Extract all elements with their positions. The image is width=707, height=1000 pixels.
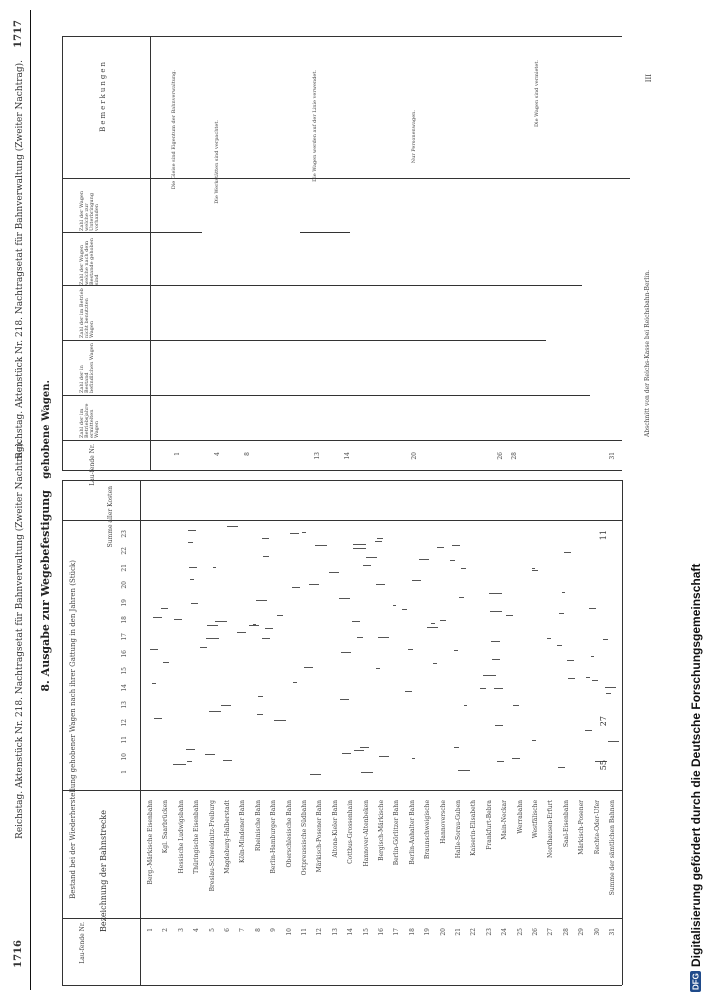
right-row-number: 1 bbox=[174, 452, 181, 456]
empty-cell-mark bbox=[377, 538, 383, 539]
row-name: Oberschlesische Bahn bbox=[286, 800, 293, 868]
right-rule-f bbox=[150, 178, 630, 179]
empty-cell-mark bbox=[452, 545, 460, 546]
remark-2: Die Werkstätten sind verpachtet. bbox=[214, 120, 220, 204]
row-number: 26 bbox=[532, 928, 539, 936]
row-number: 22 bbox=[470, 928, 477, 936]
section-title-right: gehobene Wagen. bbox=[41, 380, 52, 479]
right-rule-e bbox=[300, 232, 350, 233]
remarks-header: Bemerkungen bbox=[99, 60, 107, 132]
col-sep-nr bbox=[62, 918, 622, 919]
row-number: 11 bbox=[301, 928, 308, 936]
empty-cell-mark bbox=[419, 559, 429, 560]
row-number: 19 bbox=[424, 928, 431, 936]
empty-cell-mark bbox=[237, 632, 246, 633]
empty-cell-mark bbox=[256, 600, 267, 601]
header-left: Reichstag. Aktenstück Nr. 218. Nachtragsetat für Bahnverwaltung (Zweiter Nachtrag). bbox=[15, 440, 25, 839]
remark-3: Die Wagen werden auf der Linie verwendet. bbox=[312, 70, 318, 182]
remark-1: Die Gleise sind Eigentum der Bahnverwaltung. bbox=[171, 70, 177, 190]
subcolumn-number: 14 bbox=[121, 684, 128, 692]
row-number: 3 bbox=[178, 928, 185, 932]
empty-cell-mark bbox=[329, 572, 339, 573]
subcolumn-number: 19 bbox=[121, 599, 128, 607]
row-number: 31 bbox=[609, 928, 616, 936]
row-name: Märkisch-Posener bbox=[578, 800, 585, 855]
col-nr-header: Lau-fende Nr. bbox=[79, 922, 86, 964]
right-table-top bbox=[62, 36, 63, 470]
empty-cell-mark bbox=[489, 593, 502, 594]
empty-cell-mark bbox=[606, 693, 611, 694]
empty-cell-mark bbox=[342, 753, 351, 754]
row-number: 23 bbox=[486, 928, 493, 936]
empty-cell-mark bbox=[480, 688, 486, 689]
header-rule-left bbox=[30, 400, 31, 990]
row-name: Magdeburg-Halberstadt bbox=[224, 800, 231, 874]
empty-cell-mark bbox=[450, 560, 455, 561]
subcolumn-number: 13 bbox=[121, 701, 128, 709]
row-number: 10 bbox=[286, 928, 293, 936]
row-name: Ostpreussische Südbahn bbox=[301, 800, 308, 876]
subcolumn-number: 10 bbox=[121, 753, 128, 761]
row-number: 4 bbox=[193, 928, 200, 932]
empty-cell-mark bbox=[532, 568, 535, 569]
empty-cell-mark bbox=[161, 608, 168, 609]
right-row-number: 13 bbox=[314, 452, 321, 460]
empty-cell-mark bbox=[257, 714, 263, 715]
row-name: Berlin-Hamburger Bahn bbox=[270, 800, 277, 874]
empty-cell-mark bbox=[188, 542, 193, 543]
empty-cell-mark bbox=[431, 623, 435, 624]
empty-cell-mark bbox=[341, 652, 351, 653]
group-header: Bestand bei der Wiederherstellung gehobener Wagen nach ihrer Gattung in den Jahren (Stück) bbox=[69, 560, 77, 899]
empty-cell-mark bbox=[376, 584, 385, 585]
subcolumn-number: 20 bbox=[121, 581, 128, 589]
row-number: 5 bbox=[209, 928, 216, 932]
row-number: 6 bbox=[224, 928, 231, 932]
empty-cell-mark bbox=[293, 682, 297, 683]
empty-cell-mark bbox=[461, 568, 466, 569]
row-name: Rechte-Oder-Ufer bbox=[594, 800, 601, 855]
empty-cell-mark bbox=[352, 621, 360, 622]
right-col-header-3: Zahl der im Betrieb nicht benutzten Wagen bbox=[79, 288, 95, 338]
row-name: Main-Neckar bbox=[501, 800, 508, 840]
empty-cell-mark bbox=[223, 760, 232, 761]
empty-cell-mark bbox=[378, 637, 389, 638]
empty-cell-mark bbox=[483, 675, 496, 676]
row-name: Halle-Sorau-Guben bbox=[455, 800, 462, 859]
empty-cell-mark bbox=[249, 625, 259, 626]
empty-cell-mark bbox=[559, 613, 564, 614]
empty-cell-mark bbox=[437, 547, 444, 548]
empty-cell-mark bbox=[263, 556, 269, 557]
empty-cell-mark bbox=[492, 659, 500, 660]
right-table-edge-bottom bbox=[62, 470, 622, 471]
page-number-right: 1717 bbox=[13, 20, 24, 48]
empty-cell-mark bbox=[562, 592, 565, 593]
empty-cell-mark bbox=[339, 598, 350, 599]
row-name: Saal-Eisenbahn bbox=[563, 800, 570, 848]
empty-cell-mark bbox=[393, 605, 396, 606]
col-sep-sum bbox=[62, 520, 622, 521]
sum-header: Summe aller Kosten bbox=[107, 486, 114, 548]
row-number: 29 bbox=[578, 928, 585, 936]
subcolumn-number: 15 bbox=[121, 667, 128, 675]
empty-cell-mark bbox=[357, 637, 363, 638]
right-row-number: 20 bbox=[411, 452, 418, 460]
sum-value-2: 27 bbox=[599, 716, 608, 727]
empty-cell-mark bbox=[491, 641, 500, 642]
subcolumn-number: 16 bbox=[121, 650, 128, 658]
row-number: 24 bbox=[501, 928, 508, 936]
empty-cell-mark bbox=[586, 677, 590, 678]
empty-cell-mark bbox=[227, 526, 238, 527]
left-table-header-bottom bbox=[140, 480, 141, 985]
empty-cell-mark bbox=[292, 587, 300, 588]
right-row-number: 14 bbox=[344, 452, 351, 460]
row-number: 21 bbox=[455, 928, 462, 936]
subcolumn-number: 11 bbox=[121, 736, 128, 744]
empty-cell-mark bbox=[427, 627, 438, 628]
row-number: 2 bbox=[162, 928, 169, 932]
row-number: 16 bbox=[378, 928, 385, 936]
footnote: Abschnitt von der Reichs-Kasse bei Reichsbahn-Berlin. bbox=[644, 270, 651, 438]
right-rule-b bbox=[150, 340, 546, 341]
empty-cell-mark bbox=[568, 678, 575, 679]
empty-cell-mark bbox=[591, 656, 594, 657]
col-sep-name bbox=[62, 790, 622, 791]
empty-cell-mark bbox=[454, 650, 458, 651]
empty-cell-mark bbox=[315, 545, 327, 546]
row-name: Thüringische Eisenbahn bbox=[193, 800, 200, 874]
right-col-sep-nr bbox=[62, 440, 622, 441]
empty-cell-mark bbox=[557, 645, 562, 646]
empty-cell-mark bbox=[262, 638, 270, 639]
empty-cell-mark bbox=[187, 761, 192, 762]
empty-cell-mark bbox=[497, 761, 504, 762]
empty-cell-mark bbox=[605, 687, 616, 688]
empty-cell-mark bbox=[304, 667, 313, 668]
empty-cell-mark bbox=[363, 565, 371, 566]
row-number: 14 bbox=[347, 928, 354, 936]
empty-cell-mark bbox=[532, 570, 538, 571]
empty-cell-mark bbox=[433, 663, 437, 664]
empty-cell-mark bbox=[558, 767, 565, 768]
col-name-header: Bezeichnung der Bahnstrecke bbox=[99, 810, 108, 932]
empty-cell-mark bbox=[200, 647, 207, 648]
subcolumn-number: 18 bbox=[121, 616, 128, 624]
empty-cell-mark bbox=[495, 725, 503, 726]
right-rule-c bbox=[150, 285, 582, 286]
row-name: Kgl. Saarbrücken bbox=[162, 800, 169, 854]
row-number: 30 bbox=[594, 928, 601, 936]
right-col-header-2: Zahl der in Bestand befindlichen Wagen bbox=[79, 343, 95, 393]
row-number: 1 bbox=[147, 928, 154, 932]
dfg-banner-text: Digitalisierung gefördert durch die Deutsche Forschungsgemeinschaft bbox=[689, 563, 703, 968]
header-right: Reichstag. Aktenstück Nr. 218. Nachtragsetat für Bahnverwaltung (Zweiter Nachtrag). bbox=[15, 60, 25, 459]
row-name: Märkisch-Posener Bahn bbox=[316, 800, 323, 873]
empty-cell-mark bbox=[494, 688, 503, 689]
empty-cell-mark bbox=[186, 749, 195, 750]
empty-cell-mark bbox=[464, 705, 467, 706]
empty-cell-mark bbox=[150, 649, 158, 650]
empty-cell-mark bbox=[253, 624, 256, 625]
row-number: 20 bbox=[440, 928, 447, 936]
right-table-edge-top bbox=[62, 36, 622, 37]
row-name: Rheinische Bahn bbox=[255, 800, 262, 852]
empty-cell-mark bbox=[375, 541, 382, 542]
empty-cell-mark bbox=[354, 750, 364, 751]
empty-cell-mark bbox=[188, 530, 196, 531]
empty-cell-mark bbox=[154, 718, 162, 719]
empty-cell-mark bbox=[274, 720, 286, 721]
row-name: Breslau-Schweidnitz-Freiburg bbox=[209, 800, 216, 892]
right-rule-a bbox=[150, 395, 590, 396]
empty-cell-mark bbox=[513, 705, 519, 706]
right-col-header-5: Zahl der Wagen welche zur Unterbringung vorhanden bbox=[79, 190, 100, 231]
row-number: 9 bbox=[270, 928, 277, 932]
empty-cell-mark bbox=[310, 774, 321, 775]
row-name: Summe der sämtlichen Bahnen bbox=[609, 800, 616, 896]
left-table-left-edge bbox=[62, 985, 622, 986]
empty-cell-mark bbox=[366, 557, 377, 558]
empty-cell-mark bbox=[153, 617, 162, 618]
empty-cell-mark bbox=[459, 597, 464, 598]
row-name: Werrabahn bbox=[517, 800, 524, 834]
row-name: Hannover-Altenbeken bbox=[363, 800, 370, 867]
page-number-left: 1716 bbox=[13, 940, 24, 968]
empty-cell-mark bbox=[340, 699, 349, 700]
dfg-banner bbox=[686, 8, 706, 992]
empty-cell-mark bbox=[265, 628, 273, 629]
empty-cell-mark bbox=[191, 603, 198, 604]
right-row-number: 8 bbox=[244, 452, 251, 456]
empty-cell-mark bbox=[221, 705, 231, 706]
right-col-nr-header: Lau-fende Nr. bbox=[89, 444, 96, 486]
empty-cell-mark bbox=[277, 615, 283, 616]
row-number: 27 bbox=[547, 928, 554, 936]
row-name: Frankfurt-Bebra bbox=[486, 800, 493, 850]
subcolumn-number: 22 bbox=[121, 547, 128, 555]
sum-value-1: 55 bbox=[599, 760, 608, 771]
empty-cell-mark bbox=[376, 668, 380, 669]
subcolumn-number: 23 bbox=[121, 530, 128, 538]
empty-cell-mark bbox=[262, 538, 269, 539]
row-name: Cottbus-Grossenhain bbox=[347, 800, 354, 864]
empty-cell-mark bbox=[608, 741, 619, 742]
subcolumn-number: 1 bbox=[121, 770, 128, 774]
row-name: Hessische Ludwigsbahn bbox=[178, 800, 185, 874]
row-number: 25 bbox=[517, 928, 524, 936]
page-marker: III bbox=[645, 74, 653, 83]
empty-cell-mark bbox=[454, 747, 459, 748]
right-rule-d bbox=[150, 232, 190, 233]
empty-cell-mark bbox=[412, 580, 421, 581]
empty-cell-mark bbox=[173, 764, 186, 765]
empty-cell-mark bbox=[567, 660, 574, 661]
empty-cell-mark bbox=[353, 544, 366, 545]
empty-cell-mark bbox=[547, 638, 551, 639]
empty-cell-mark bbox=[458, 770, 470, 771]
empty-cell-mark bbox=[206, 638, 219, 639]
empty-cell-mark bbox=[589, 608, 596, 609]
empty-cell-mark bbox=[361, 772, 373, 773]
empty-cell-mark bbox=[412, 758, 415, 759]
empty-cell-mark bbox=[290, 533, 299, 534]
empty-cell-mark bbox=[215, 621, 227, 622]
section-title: 8. Ausgabe zur Wegebefestigung bbox=[39, 490, 52, 692]
right-col-header-1: Zahl der im Betriebsjahre ermittelten Wagen bbox=[79, 403, 100, 438]
right-row-number: 28 bbox=[511, 452, 518, 460]
dfg-badge: DFG bbox=[691, 973, 701, 990]
row-name: Kaiserin-Elisabeth bbox=[470, 800, 477, 856]
row-name: Westfälische bbox=[532, 800, 539, 839]
empty-cell-mark bbox=[490, 611, 502, 612]
empty-cell-mark bbox=[190, 579, 194, 580]
empty-cell-mark bbox=[353, 548, 366, 549]
empty-cell-mark bbox=[506, 615, 513, 616]
right-table-header-bottom bbox=[150, 36, 151, 470]
row-number: 7 bbox=[239, 928, 246, 932]
row-number: 12 bbox=[316, 928, 323, 936]
remark-4: Nur Personenwagen. bbox=[411, 110, 417, 164]
row-name: Braunschweigische bbox=[424, 800, 431, 860]
row-name: Berlin-Görlitzer Bahn bbox=[393, 800, 400, 866]
empty-cell-mark bbox=[174, 619, 182, 620]
empty-cell-mark bbox=[532, 740, 536, 741]
row-name: Altona-Kieler Bahn bbox=[332, 800, 339, 858]
subcolumn-number: 21 bbox=[121, 564, 128, 572]
empty-cell-mark bbox=[163, 662, 169, 663]
row-name: Bergisch-Märkische bbox=[378, 800, 385, 861]
subcolumn-number: 12 bbox=[121, 719, 128, 727]
empty-cell-mark bbox=[152, 683, 156, 684]
row-number: 28 bbox=[563, 928, 570, 936]
row-name: Berlin-Anhalter Bahn bbox=[409, 800, 416, 865]
empty-cell-mark bbox=[309, 584, 319, 585]
empty-cell-mark bbox=[213, 567, 216, 568]
empty-cell-mark bbox=[592, 680, 598, 681]
row-name: Köln-Mindener Bahn bbox=[239, 800, 246, 863]
empty-cell-mark bbox=[603, 639, 608, 640]
header-rule-right bbox=[30, 10, 31, 455]
right-row-number: 4 bbox=[214, 452, 221, 456]
remark-5: Die Wagen sind vermietet. bbox=[534, 60, 540, 128]
empty-cell-mark bbox=[585, 730, 592, 731]
empty-cell-mark bbox=[189, 567, 197, 568]
row-name: Hannoversche bbox=[440, 800, 447, 844]
empty-cell-mark bbox=[408, 649, 413, 650]
empty-cell-mark bbox=[512, 758, 520, 759]
empty-cell-mark bbox=[302, 532, 306, 533]
row-number: 8 bbox=[255, 928, 262, 932]
empty-cell-mark bbox=[564, 552, 571, 553]
row-number: 13 bbox=[332, 928, 339, 936]
left-table-bottom bbox=[622, 480, 623, 985]
empty-cell-mark bbox=[209, 711, 221, 712]
empty-cell-mark bbox=[440, 620, 446, 621]
subcolumn-number: 17 bbox=[121, 633, 128, 641]
row-name: Nordhausen-Erfurt bbox=[547, 800, 554, 859]
empty-cell-mark bbox=[379, 756, 389, 757]
right-col-header-4: Zahl der Wagen welche nach dem Bestande gehoben sind bbox=[79, 238, 100, 285]
row-name: Berg.-Märkische Eisenbahn bbox=[147, 800, 154, 885]
row-number: 15 bbox=[363, 928, 370, 936]
empty-cell-mark bbox=[360, 747, 369, 748]
empty-cell-mark bbox=[405, 691, 412, 692]
empty-cell-mark bbox=[207, 625, 218, 626]
row-number: 18 bbox=[409, 928, 416, 936]
left-table-top bbox=[62, 480, 63, 985]
right-row-number: 31 bbox=[609, 452, 616, 460]
left-table-right-edge bbox=[62, 480, 622, 481]
sum-value-3: 11 bbox=[599, 530, 608, 541]
empty-cell-mark bbox=[258, 696, 263, 697]
row-number: 17 bbox=[393, 928, 400, 936]
empty-cell-mark bbox=[402, 609, 407, 610]
empty-cell-mark bbox=[205, 754, 215, 755]
right-row-number: 26 bbox=[497, 452, 504, 460]
